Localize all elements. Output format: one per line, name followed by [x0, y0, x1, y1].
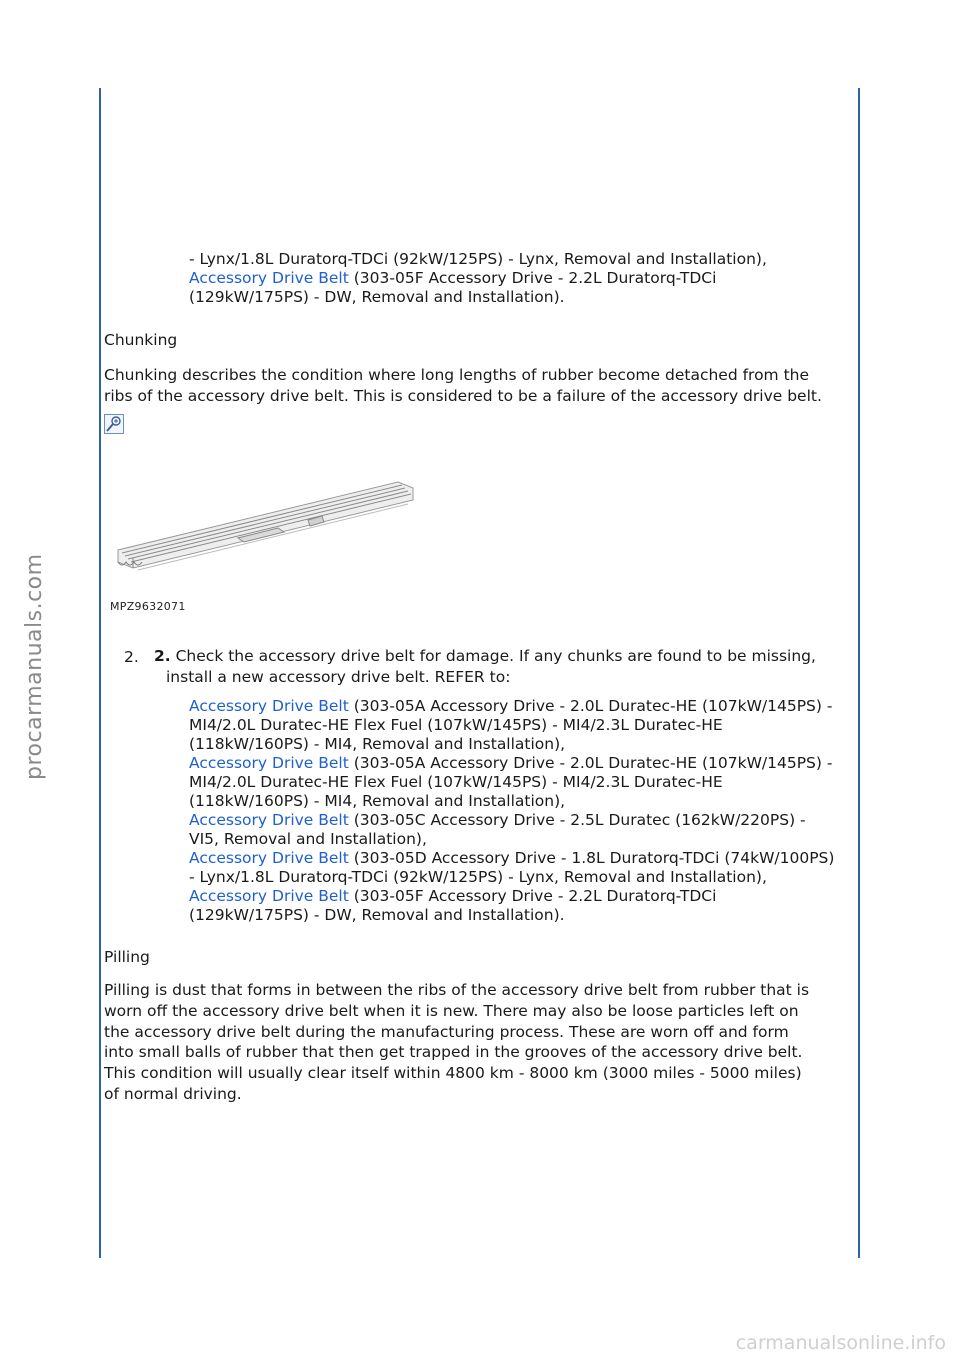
- pilling-body-line: of normal driving.: [104, 1084, 242, 1103]
- reference-line: [189, 811, 854, 830]
- reference-line: [189, 735, 854, 754]
- reference-line: [189, 830, 854, 849]
- reference-text: (303-05D Accessory Drive - 1.8L Duratorq-TDCi (74kW/100PS): [348, 849, 835, 867]
- reference-line: [189, 868, 854, 887]
- belt-ribs: [118, 482, 413, 570]
- reference-line: [189, 697, 854, 716]
- reference-line: [189, 250, 849, 269]
- reference-line: [189, 773, 854, 792]
- reference-text: (129kW/175PS) - DW, Removal and Installation).: [189, 288, 565, 306]
- pilling-body-line: into small balls of rubber that then get trapped in the grooves of the accessory drive belt.: [104, 1043, 803, 1062]
- reference-line: [189, 754, 854, 773]
- pilling-body: [104, 980, 856, 1105]
- reference-line: [189, 269, 849, 288]
- step-text-content: Check the accessory drive belt for damage. If any chunks are found to be missing,: [170, 647, 816, 665]
- reference-text: (303-05F Accessory Drive - 2.2L Duratorq-TDCi: [348, 269, 717, 287]
- reference-link[interactable]: Accessory Drive Belt: [189, 697, 349, 715]
- footer-watermark: carmanualsonline.info: [735, 1332, 946, 1354]
- step-text-line: install a new accessory drive belt. REFER to:: [166, 668, 511, 686]
- right-margin-rule: [858, 88, 860, 1258]
- chunking-body-line: ribs of the accessory drive belt. This is considered to be a failure of the accessory drive belt.: [104, 387, 822, 405]
- pilling-body-line: This condition will usually clear itself within 4800 km - 8000 km (3000 miles - 5000 miles): [104, 1064, 802, 1083]
- magnifier-icon: [105, 415, 123, 433]
- zoom-icon[interactable]: [104, 414, 124, 434]
- reference-text: (303-05A Accessory Drive - 2.0L Duratec-HE (107kW/145PS) -: [348, 754, 833, 772]
- step-number: 2.: [124, 648, 139, 666]
- pilling-body-line: worn off the accessory drive belt when it is new. There may also be loose particles left on: [104, 1001, 799, 1020]
- reference-text: - Lynx/1.8L Duratorq-TDCi (92kW/125PS) - Lynx, Removal and Installation),: [189, 250, 767, 268]
- pilling-body-line: the accessory drive belt during the manufacturing process. These are worn off and form: [104, 1022, 789, 1041]
- reference-text: (118kW/160PS) - MI4, Removal and Installation),: [189, 792, 566, 810]
- reference-text: - Lynx/1.8L Duratorq-TDCi (92kW/125PS) - Lynx, Removal and Installation),: [189, 868, 767, 886]
- belt-illustration: [108, 470, 428, 620]
- side-watermark: procarmanuals.com: [22, 553, 47, 780]
- reference-line: [189, 849, 854, 868]
- step-lead: 2.: [154, 647, 171, 665]
- reference-line: [189, 288, 849, 307]
- chunking-heading: Chunking: [104, 331, 178, 349]
- step-text: [154, 646, 854, 688]
- reference-text: MI4/2.0L Duratec-HE Flex Fuel (107kW/145PS) - MI4/2.3L Duratec-HE: [189, 773, 723, 791]
- reference-line: [189, 906, 854, 925]
- reference-text: (303-05A Accessory Drive - 2.0L Duratec-HE (107kW/145PS) -: [348, 697, 833, 715]
- reference-line: [189, 887, 854, 906]
- reference-link[interactable]: Accessory Drive Belt: [189, 754, 349, 772]
- reference-line: [189, 792, 854, 811]
- step-text-line: [154, 646, 854, 667]
- top-references: [189, 250, 849, 307]
- reference-text: (303-05F Accessory Drive - 2.2L Duratorq-TDCi: [348, 887, 717, 905]
- reference-text: MI4/2.0L Duratec-HE Flex Fuel (107kW/145PS) - MI4/2.3L Duratec-HE: [189, 716, 723, 734]
- reference-text: (118kW/160PS) - MI4, Removal and Installation),: [189, 735, 566, 753]
- chunking-body-line: Chunking describes the condition where long lengths of rubber become detached from the: [104, 366, 810, 384]
- reference-link[interactable]: Accessory Drive Belt: [189, 849, 349, 867]
- reference-line: [189, 716, 854, 735]
- reference-text: (129kW/175PS) - DW, Removal and Installation).: [189, 906, 565, 924]
- left-margin-rule: [99, 88, 101, 1258]
- reference-link[interactable]: Accessory Drive Belt: [189, 811, 349, 829]
- pilling-body-line: Pilling is dust that forms in between the ribs of the accessory drive belt from rubber that is: [104, 981, 810, 999]
- chunking-body: [104, 365, 856, 407]
- reference-link[interactable]: Accessory Drive Belt: [189, 269, 349, 287]
- reference-text: (303-05C Accessory Drive - 2.5L Duratec (162kW/220PS) -: [348, 811, 806, 829]
- figure-code: MPZ9632071: [110, 600, 186, 613]
- reference-link[interactable]: Accessory Drive Belt: [189, 887, 349, 905]
- pilling-heading: Pilling: [104, 948, 150, 966]
- step-references: [189, 697, 854, 925]
- reference-text: VI5, Removal and Installation),: [189, 830, 427, 848]
